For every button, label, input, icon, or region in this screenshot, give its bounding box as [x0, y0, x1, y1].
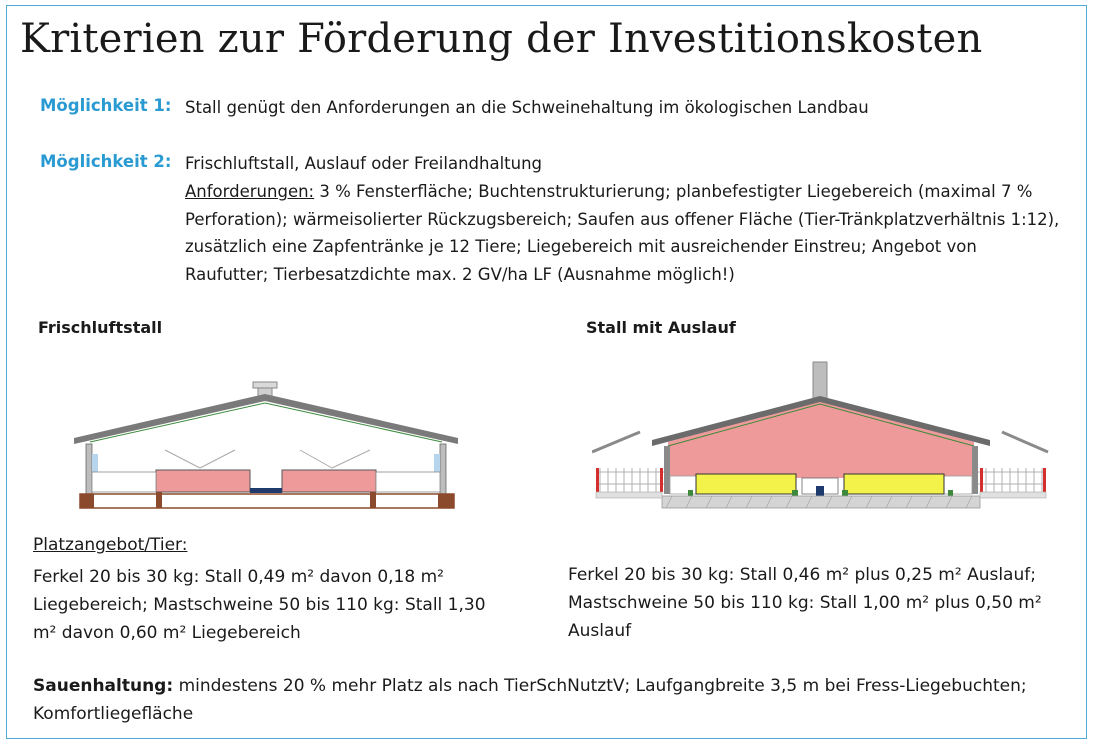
- roof-truss-left: [90, 403, 265, 442]
- feeder: [792, 490, 798, 496]
- lying-area-box-right: [282, 470, 376, 492]
- cover-line: [332, 450, 370, 468]
- canopy-right: [1002, 432, 1048, 452]
- floor-slab: [80, 494, 454, 508]
- requirements-text: 3 % Fensterfläche; Buchtenstrukturierung; planbefestigter Liegebereich (maximal 7 % Perforation); wärmeisolierter Rückzugsbereich; Saufen aus offener Fläche (Tier-Tränkplatzverhältnis 1:12), zusätzlich eine Zapfentränke je 12 Tiere; Liegebereich mit ausreichender Einstreu; Angebot von Raufutter; Tierbesatzdichte max. 2 GV/ha LF (Ausnahme möglich!): [185, 182, 1060, 284]
- outdoor-railing-left: [596, 468, 664, 492]
- feeder: [842, 490, 848, 496]
- foundation-mid-right: [370, 492, 376, 508]
- outdoor-railing-right: [978, 468, 1046, 492]
- center-drain: [816, 486, 824, 496]
- lying-area-box-left: [156, 470, 250, 492]
- lying-area-left: [696, 474, 796, 494]
- pen-left: [92, 472, 156, 492]
- space-text-left: Ferkel 20 bis 30 kg: Stall 0,49 m² davon 0,18 m² Liegebereich; Mastschweine 50 bis 110 kg: Stall 1,30 m² davon 0,60 m² Liegebereich: [33, 567, 486, 643]
- feeder: [688, 490, 693, 496]
- wall-right: [972, 446, 978, 494]
- center-drain: [250, 488, 282, 493]
- roof: [74, 394, 458, 444]
- slatted-floor: [662, 496, 980, 508]
- requirements-paragraph: [185, 178, 1065, 288]
- wall-right: [440, 444, 446, 496]
- window-left: [92, 454, 98, 472]
- cover-line: [300, 450, 332, 468]
- option-1-label: Möglichkeit 1:: [40, 96, 172, 115]
- cover-line: [165, 450, 200, 468]
- wall-left: [664, 446, 670, 494]
- foundation-right: [438, 494, 454, 508]
- gate-post: [980, 468, 983, 492]
- sows-label: Sauenhaltung:: [33, 676, 174, 696]
- sows-text: mindestens 20 % mehr Platz als nach TierSchNutztV; Laufgangbreite 3,5 m bei Fress-Liegebuchten; Komfortliegefläche: [33, 676, 1027, 724]
- ridge-vent-cap: [253, 382, 277, 388]
- foundation-mid-left: [156, 492, 162, 508]
- option-2-text: Frischluftstall, Auslauf oder Freilandhaltung: [185, 154, 543, 173]
- figure-left-title: Frischluftstall: [38, 318, 163, 337]
- lying-area-right: [844, 474, 944, 494]
- barn-interior: [668, 400, 974, 478]
- foundation-left: [80, 494, 94, 508]
- sows-paragraph: [33, 672, 1073, 728]
- pen-right: [376, 472, 440, 492]
- option-1-text: Stall genügt den Anforderungen an die Schweinehaltung im ökologischen Landbau: [185, 98, 869, 117]
- requirements-label: Anforderungen:: [185, 182, 315, 201]
- gate-post: [1043, 468, 1046, 492]
- figure-right-title: Stall mit Auslauf: [586, 318, 736, 337]
- pen-slats-right: [942, 476, 972, 494]
- feeder: [948, 490, 953, 496]
- frischluftstall-diagram: [70, 376, 462, 516]
- outdoor-floor-left: [596, 492, 662, 498]
- cover-line: [200, 450, 235, 468]
- page-title: Kriterien zur Förderung der Investitionskosten: [20, 16, 983, 62]
- stall-mit-auslauf-diagram: [592, 360, 1052, 516]
- gate-post: [596, 468, 599, 492]
- window-right: [434, 454, 440, 472]
- option-2-label: Möglichkeit 2:: [40, 152, 172, 171]
- space-text-right: Ferkel 20 bis 30 kg: Stall 0,46 m² plus 0,25 m² Auslauf; Mastschweine 50 bis 110 kg: Stall 1,00 m² plus 0,50 m² Auslauf: [568, 565, 1042, 641]
- gate-post: [660, 468, 663, 492]
- roof-truss-right: [265, 403, 442, 442]
- canopy-left: [592, 432, 640, 452]
- space-heading: Platzangebot/Tier:: [33, 535, 188, 555]
- wall-left: [86, 444, 92, 496]
- outdoor-floor-right: [980, 492, 1046, 498]
